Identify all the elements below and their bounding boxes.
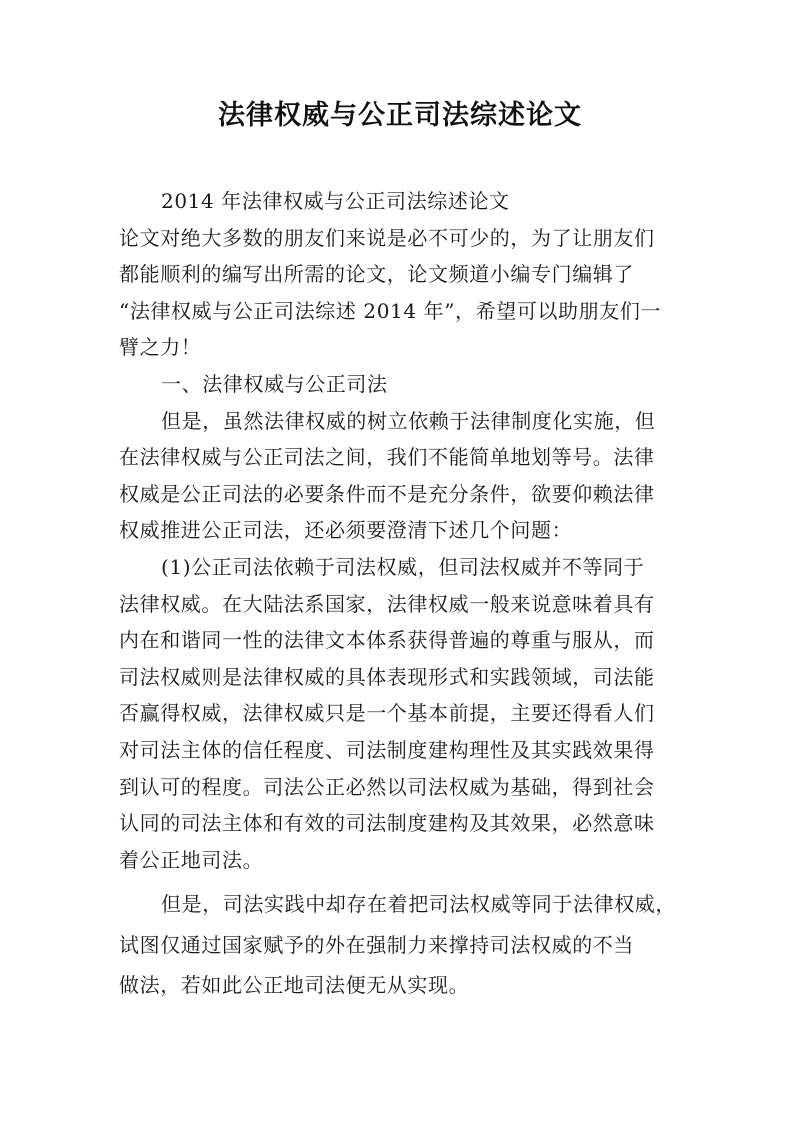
paragraph-line: 到认可的程度。司法公正必然以司法权威为基础，得到社会	[119, 774, 655, 799]
subtitle-line: 2014 年法律权威与公正司法综述论文	[161, 189, 510, 213]
document-title: 法律权威与公正司法综述论文	[218, 100, 582, 131]
paragraph-line: 但是，虽然法律权威的树立依赖于法律制度化实施，但	[161, 408, 656, 433]
paragraph-line: 认同的司法主体和有效的司法制度建构及其效果，必然意味	[119, 811, 655, 836]
paragraph-line: 司法权威则是法律权威的具体表现形式和实践领域，司法能	[119, 664, 655, 689]
paragraph-line: 权威推进公正司法，还必须要澄清下述几个问题：	[119, 518, 573, 543]
paragraph-line: (1)公正司法依赖于司法权威，但司法权威并不等同于	[161, 554, 645, 579]
paragraph-line: 在法律权威与公正司法之间，我们不能简单地划等号。法律	[119, 445, 655, 470]
paragraph-line: 着公正地司法。	[119, 847, 264, 872]
document-body	[119, 183, 685, 1004]
paragraph-line: 但是，司法实践中却存在着把司法权威等同于法律权威，	[161, 892, 676, 917]
paragraph-line: 否赢得权威，法律权威只是一个基本前提，主要还得看人们	[119, 701, 655, 726]
paragraph-line: 论文对绝大多数的朋友们来说是必不可少的，为了让朋友们	[119, 225, 655, 250]
section-heading: 一、法律权威与公正司法	[161, 371, 388, 396]
paragraph-line: “法律权威与公正司法综述 2014 年”，希望可以助朋友们一	[119, 298, 662, 323]
paragraph-line: 法律权威。在大陆法系国家，法律权威一般来说意味着具有	[119, 591, 655, 616]
paragraph-spacer	[119, 878, 685, 886]
paragraph-line: 都能顺利的编写出所需的论文，论文频道小编专门编辑了	[119, 262, 634, 287]
paragraph-line: 权威是公正司法的必要条件而不是充分条件，欲要仰赖法律	[119, 481, 655, 506]
paragraph-line: 臂之力！	[119, 335, 202, 360]
paragraph-line: 内在和谐同一性的法律文本体系获得普遍的尊重与服从，而	[119, 628, 655, 653]
paragraph-line: 试图仅通过国家赋予的外在强制力来撑持司法权威的不当	[119, 932, 634, 957]
paragraph-line: 做法，若如此公正地司法便无从实现。	[119, 973, 470, 998]
paragraph-line: 对司法主体的信任程度、司法制度建构理性及其实践效果得	[119, 737, 655, 762]
